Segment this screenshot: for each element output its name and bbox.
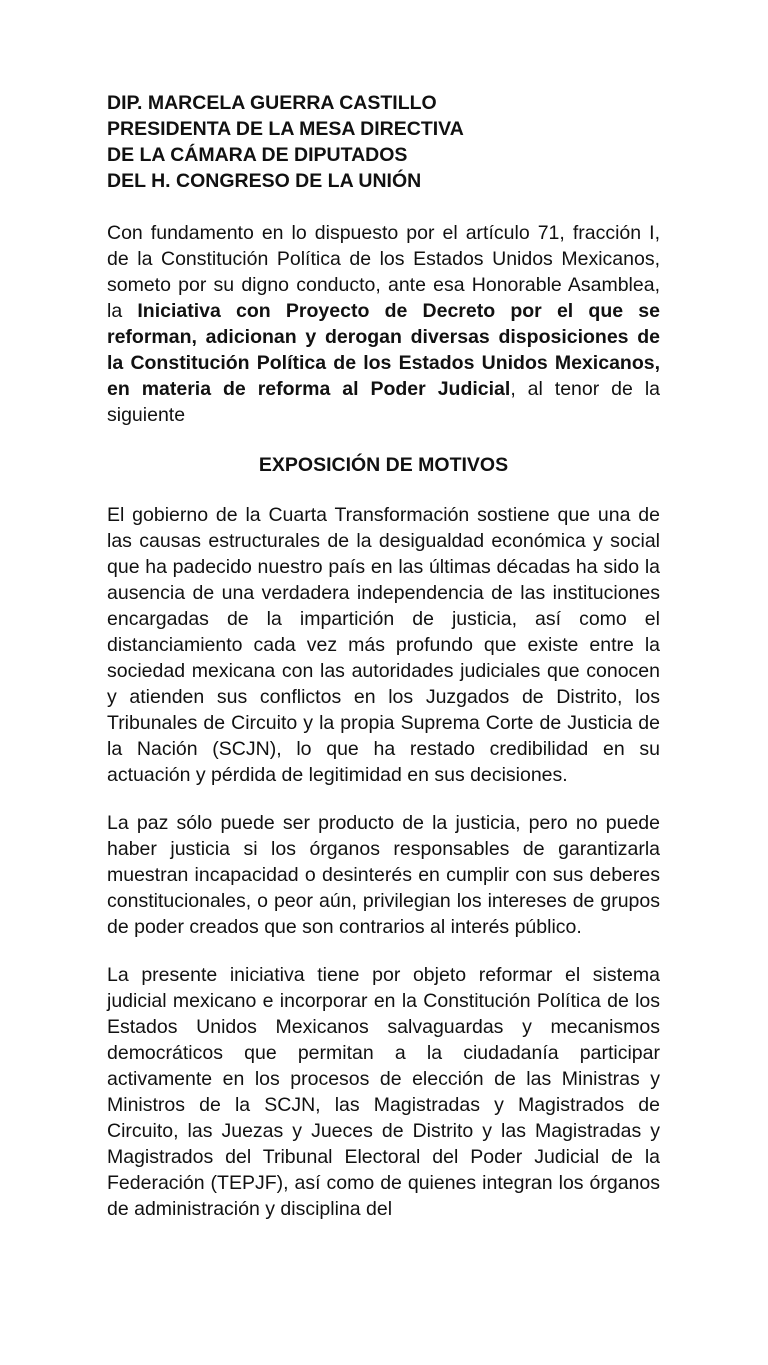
addressee-line: PRESIDENTA DE LA MESA DIRECTIVA — [107, 118, 464, 140]
document-page — [107, 90, 660, 1222]
body-paragraph: La paz sólo puede ser producto de la justicia, pero no puede haber justicia si los órganos responsables de garantizarla muestran incapacidad o desinterés en cumplir con sus deberes constitucionales, o peor aún, privilegian los intereses de grupos de poder creados que son contrarios al interés público. — [107, 812, 660, 938]
addressee-line: DEL H. CONGRESO DE LA UNIÓN — [107, 170, 422, 192]
addressee-block — [107, 90, 660, 194]
addressee-line: DIP. MARCELA GUERRA CASTILLO — [107, 92, 437, 114]
body-paragraph: La presente iniciativa tiene por objeto reformar el sistema judicial mexicano e incorporar en la Constitución Política de los Estados Unidos Mexicanos salvaguardas y mecanismos democráticos que permitan a la ciudadanía participar activamente en los procesos de elección de las Ministras y Ministros de la SCJN, las Magistradas y Magistrados de Circuito, las Juezas y Jueces de Distrito y las Magistradas y Magistrados del Tribunal Electoral del Poder Judicial de la Federación (TEPJF), así como de quienes integran los órganos de administración y disciplina del — [107, 964, 660, 1220]
intro-text: Con fundamento en lo dispuesto por el artículo 71, fracción I, de la Constitución Política de los Estados Unidos Mexicanos, someto por su digno conducto, ante esa Honorable Asamblea, la — [107, 222, 660, 322]
addressee-line: DE LA CÁMARA DE DIPUTADOS — [107, 144, 408, 166]
body-paragraph: El gobierno de la Cuarta Transformación sostiene que una de las causas estructurales de la desigualdad económica y social que ha padecido nuestro país en las últimas décadas ha sido la ausencia de una verdadera independencia de las instituciones encargadas de la impartición de justicia, así como el distanciamiento cada vez más profundo que existe entre la sociedad mexicana con las autoridades judiciales que conocen y atienden sus conflictos en los Juzgados de Distrito, los Tribunales de Circuito y la propia Suprema Corte de Justicia de la Nación (SCJN), lo que ha restado credibilidad en su actuación y pérdida de legitimidad en sus decisiones. — [107, 504, 660, 786]
initiative-title: Iniciativa con Proyecto de Decreto por el que se reforman, adicionan y derogan diversas disposiciones de la Constitución Política de los Estados Unidos Mexicanos, en materia de reforma al Poder Judicial — [107, 300, 660, 400]
intro-paragraph — [107, 220, 660, 428]
section-title: EXPOSICIÓN DE MOTIVOS — [258, 454, 509, 476]
intro-closing: , al tenor de la siguiente — [107, 378, 660, 426]
